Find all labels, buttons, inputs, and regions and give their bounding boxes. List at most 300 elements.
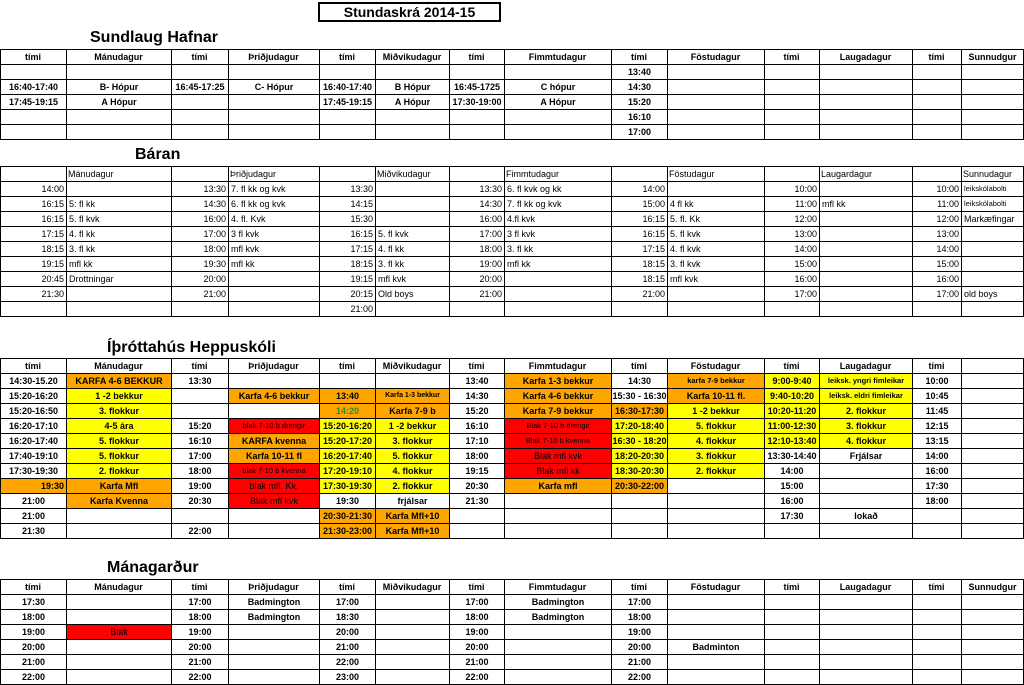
- schedule-cell[interactable]: blak mfl. Kk.: [229, 479, 319, 493]
- schedule-cell[interactable]: 16:45-17:25: [175, 82, 225, 92]
- schedule-cell[interactable]: Blak: [67, 625, 171, 639]
- schedule-cell[interactable]: [820, 464, 912, 478]
- schedule-cell[interactable]: 14:30: [479, 199, 502, 209]
- schedule-cell[interactable]: 17:00: [627, 597, 652, 607]
- column-header[interactable]: [961, 359, 1024, 374]
- column-header[interactable]: tími: [338, 361, 355, 371]
- schedule-cell[interactable]: 21:00: [350, 304, 373, 314]
- schedule-cell[interactable]: mfl kvk: [670, 274, 698, 284]
- schedule-cell[interactable]: 22:00: [335, 657, 360, 667]
- schedule-cell[interactable]: [820, 302, 912, 316]
- schedule-cell[interactable]: [962, 419, 1024, 433]
- schedule-cell[interactable]: 3. flokkur: [668, 449, 764, 463]
- schedule-cell[interactable]: 4. fl kvk: [670, 244, 701, 254]
- schedule-cell[interactable]: 19:30: [1, 479, 66, 493]
- schedule-cell[interactable]: 18:30: [335, 612, 360, 622]
- schedule-cell[interactable]: [229, 509, 319, 523]
- schedule-cell[interactable]: [962, 625, 1024, 639]
- schedule-cell[interactable]: 1 -2 bekkur: [668, 404, 764, 418]
- schedule-cell[interactable]: [962, 125, 1024, 139]
- schedule-cell[interactable]: 13:30: [479, 184, 502, 194]
- schedule-cell[interactable]: 17:30-19:30: [320, 479, 375, 493]
- schedule-cell[interactable]: [172, 404, 228, 418]
- column-header[interactable]: Miðvikudagur: [382, 582, 442, 592]
- schedule-cell[interactable]: 17:00: [479, 229, 502, 239]
- schedule-cell[interactable]: [320, 110, 375, 124]
- schedule-cell[interactable]: [67, 125, 171, 139]
- schedule-cell[interactable]: 20:30: [465, 481, 489, 491]
- column-header[interactable]: [171, 167, 228, 182]
- schedule-cell[interactable]: [668, 625, 764, 639]
- column-header[interactable]: tími: [630, 52, 647, 62]
- schedule-cell[interactable]: 12:00: [936, 214, 959, 224]
- schedule-cell[interactable]: [505, 655, 611, 669]
- schedule-cell[interactable]: [320, 125, 375, 139]
- schedule-cell[interactable]: 17:30: [925, 481, 949, 491]
- schedule-cell[interactable]: 21:00: [21, 511, 46, 521]
- schedule-cell[interactable]: Karfa Mfl+10: [376, 524, 449, 538]
- schedule-cell[interactable]: leiksk. eldri fimleikar: [820, 389, 912, 403]
- schedule-cell[interactable]: [172, 65, 228, 79]
- schedule-cell[interactable]: karfa 7-9 bekkur: [668, 374, 764, 388]
- schedule-cell[interactable]: 17:00: [465, 597, 489, 607]
- column-header[interactable]: Mánudagur: [94, 52, 143, 62]
- schedule-cell[interactable]: 1 -2 bekkur: [376, 419, 449, 433]
- column-header[interactable]: tími: [783, 52, 800, 62]
- schedule-cell[interactable]: [820, 272, 912, 286]
- schedule-cell[interactable]: 14:00: [925, 451, 949, 461]
- schedule-cell[interactable]: [172, 389, 228, 403]
- schedule-cell[interactable]: 10:00: [936, 184, 959, 194]
- schedule-cell[interactable]: [229, 95, 319, 109]
- schedule-cell[interactable]: [450, 302, 504, 316]
- schedule-cell[interactable]: [376, 125, 449, 139]
- schedule-cell[interactable]: [67, 655, 171, 669]
- schedule-cell[interactable]: blak 7-10 b drengir: [229, 419, 319, 433]
- schedule-cell[interactable]: [820, 479, 912, 493]
- schedule-cell[interactable]: leikskólabolti: [964, 199, 1007, 208]
- schedule-cell[interactable]: 17:10: [465, 436, 489, 446]
- schedule-cell[interactable]: 2. flokkur: [376, 479, 449, 493]
- schedule-cell[interactable]: 14:00: [794, 244, 817, 254]
- column-header[interactable]: Fimmtudagur: [528, 361, 587, 371]
- column-header[interactable]: Miðvikudagur: [377, 169, 431, 179]
- schedule-cell[interactable]: 4-5 ára: [67, 419, 171, 433]
- schedule-cell[interactable]: 4. flokkur: [668, 434, 764, 448]
- schedule-cell[interactable]: 10:45: [925, 391, 949, 401]
- schedule-cell[interactable]: 16:00: [794, 274, 817, 284]
- schedule-cell[interactable]: mfl kvk: [378, 274, 406, 284]
- schedule-cell[interactable]: [376, 65, 449, 79]
- schedule-cell[interactable]: 17:15: [642, 244, 665, 254]
- schedule-cell[interactable]: [376, 182, 449, 196]
- schedule-cell[interactable]: [67, 509, 171, 523]
- schedule-cell[interactable]: 2. flokkur: [820, 404, 912, 418]
- schedule-cell[interactable]: 22:00: [188, 526, 212, 536]
- schedule-cell[interactable]: 16:45-1725: [453, 82, 501, 92]
- schedule-cell[interactable]: 16:30 - 18:20: [612, 436, 667, 446]
- schedule-cell[interactable]: [820, 610, 912, 624]
- schedule-cell[interactable]: [67, 287, 171, 301]
- schedule-cell[interactable]: 17:30-19:30: [8, 466, 59, 476]
- schedule-cell[interactable]: 14:00: [41, 184, 64, 194]
- schedule-cell[interactable]: mfl kk: [822, 199, 846, 209]
- schedule-cell[interactable]: [320, 65, 375, 79]
- schedule-cell[interactable]: 13:30: [350, 184, 373, 194]
- schedule-cell[interactable]: [668, 287, 764, 301]
- schedule-cell[interactable]: 16:15: [642, 229, 665, 239]
- schedule-cell[interactable]: [67, 182, 171, 196]
- schedule-cell[interactable]: Frjálsar: [849, 451, 883, 461]
- column-header[interactable]: tími: [928, 52, 945, 62]
- schedule-cell[interactable]: 19:00: [188, 481, 212, 491]
- schedule-cell[interactable]: 4. fl kk: [378, 244, 405, 254]
- schedule-cell[interactable]: 20:45: [41, 274, 64, 284]
- schedule-cell[interactable]: 4.fl kvk: [507, 214, 536, 224]
- column-header[interactable]: tími: [630, 361, 647, 371]
- schedule-cell[interactable]: [668, 479, 764, 493]
- schedule-cell[interactable]: 18:00: [465, 612, 489, 622]
- schedule-cell[interactable]: Karfa Kvenna: [67, 494, 171, 508]
- column-header[interactable]: tími: [630, 582, 647, 592]
- schedule-cell[interactable]: 18:15: [350, 259, 373, 269]
- schedule-cell[interactable]: 13:00: [794, 229, 817, 239]
- schedule-cell[interactable]: B- Hópur: [99, 82, 139, 92]
- schedule-cell[interactable]: 20:30-22:00: [612, 479, 667, 493]
- schedule-cell[interactable]: [450, 110, 504, 124]
- schedule-cell[interactable]: 21:00: [203, 289, 226, 299]
- schedule-cell[interactable]: [820, 125, 912, 139]
- schedule-cell[interactable]: Badmington: [531, 612, 585, 622]
- schedule-cell[interactable]: 14:30-15.20: [9, 376, 58, 386]
- column-header[interactable]: [449, 167, 504, 182]
- schedule-cell[interactable]: 19:15: [465, 466, 489, 476]
- schedule-cell[interactable]: [505, 272, 611, 286]
- schedule-cell[interactable]: A Hópur: [394, 97, 431, 107]
- schedule-cell[interactable]: 20:00: [479, 274, 502, 284]
- schedule-cell[interactable]: [67, 670, 171, 684]
- schedule-cell[interactable]: 12:10-13:40: [765, 434, 819, 448]
- schedule-cell[interactable]: 19:15: [41, 259, 64, 269]
- schedule-cell[interactable]: 18:30-20:30: [612, 464, 667, 478]
- column-header[interactable]: tími: [24, 582, 41, 592]
- column-header[interactable]: tími: [191, 361, 208, 371]
- schedule-cell[interactable]: [229, 625, 319, 639]
- schedule-cell[interactable]: [913, 655, 961, 669]
- schedule-cell[interactable]: [820, 655, 912, 669]
- schedule-cell[interactable]: [376, 302, 449, 316]
- schedule-cell[interactable]: [229, 65, 319, 79]
- schedule-cell[interactable]: [668, 524, 764, 538]
- schedule-cell[interactable]: Blak mfl kk: [505, 464, 611, 478]
- schedule-cell[interactable]: Blak mfl kvk: [505, 449, 611, 463]
- schedule-cell[interactable]: [962, 509, 1024, 523]
- schedule-cell[interactable]: [668, 80, 764, 94]
- schedule-cell[interactable]: 22:00: [627, 672, 652, 682]
- schedule-cell[interactable]: [913, 65, 961, 79]
- schedule-cell[interactable]: 21:00: [479, 289, 502, 299]
- schedule-cell[interactable]: [505, 125, 611, 139]
- schedule-cell[interactable]: 3. fl kk: [69, 244, 96, 254]
- schedule-cell[interactable]: [820, 212, 912, 226]
- schedule-cell[interactable]: [229, 655, 319, 669]
- schedule-cell[interactable]: 20:00: [203, 274, 226, 284]
- schedule-cell[interactable]: [505, 110, 611, 124]
- schedule-cell[interactable]: [67, 65, 171, 79]
- schedule-cell[interactable]: 16:20-17:40: [320, 449, 375, 463]
- schedule-cell[interactable]: 13:40: [465, 376, 489, 386]
- schedule-cell[interactable]: 16:00: [925, 466, 949, 476]
- schedule-cell[interactable]: [376, 110, 449, 124]
- schedule-cell[interactable]: 22:00: [465, 672, 489, 682]
- column-header[interactable]: Þriðjudagur: [248, 582, 299, 592]
- schedule-cell[interactable]: [67, 302, 171, 316]
- schedule-cell[interactable]: [1, 65, 66, 79]
- schedule-cell[interactable]: 18:15: [642, 259, 665, 269]
- schedule-cell[interactable]: [668, 670, 764, 684]
- schedule-cell[interactable]: Karfa 1-3 bekkur: [505, 374, 611, 388]
- column-header[interactable]: Föstudagur: [690, 361, 741, 371]
- column-header[interactable]: [319, 167, 375, 182]
- schedule-cell[interactable]: 7. fl kk og kvk: [507, 199, 562, 209]
- schedule-cell[interactable]: 4 fl kk: [670, 199, 694, 209]
- column-header[interactable]: Föstudagur: [690, 52, 741, 62]
- schedule-cell[interactable]: [505, 65, 611, 79]
- column-header[interactable]: tími: [928, 361, 945, 371]
- schedule-cell[interactable]: B Hópur: [394, 82, 431, 92]
- schedule-cell[interactable]: 14:00: [936, 244, 959, 254]
- schedule-cell[interactable]: 9:40-10:20: [765, 389, 819, 403]
- schedule-cell[interactable]: 22:00: [21, 672, 46, 682]
- schedule-cell[interactable]: [376, 640, 449, 654]
- column-header[interactable]: Laugadagur: [839, 582, 892, 592]
- schedule-cell[interactable]: 18:15: [642, 274, 665, 284]
- schedule-cell[interactable]: [962, 479, 1024, 493]
- schedule-cell[interactable]: 21:00: [188, 657, 212, 667]
- schedule-cell[interactable]: [913, 302, 961, 316]
- schedule-cell[interactable]: 17:00: [335, 597, 360, 607]
- schedule-cell[interactable]: 11:00: [795, 199, 817, 209]
- schedule-cell[interactable]: KARFA kvenna: [229, 434, 319, 448]
- schedule-cell[interactable]: Karfa 7-9 b: [376, 404, 449, 418]
- schedule-cell[interactable]: 18:00: [21, 612, 46, 622]
- schedule-cell[interactable]: 14:30: [203, 199, 226, 209]
- column-header[interactable]: tími: [24, 52, 41, 62]
- schedule-cell[interactable]: Blak 7-10 b kvenna: [505, 434, 611, 448]
- schedule-cell[interactable]: Drottningar: [69, 274, 114, 284]
- schedule-cell[interactable]: 21:00: [642, 289, 665, 299]
- schedule-cell[interactable]: Karfa 7-9 bekkur: [505, 404, 611, 418]
- schedule-cell[interactable]: 3. flokkur: [376, 434, 449, 448]
- schedule-cell[interactable]: [962, 257, 1024, 271]
- schedule-cell[interactable]: 5. fl kvk: [69, 214, 100, 224]
- column-header[interactable]: tími: [338, 52, 355, 62]
- schedule-cell[interactable]: A Hópur: [540, 97, 576, 107]
- column-header[interactable]: [764, 167, 819, 182]
- schedule-cell[interactable]: [505, 287, 611, 301]
- schedule-cell[interactable]: [765, 524, 819, 538]
- column-header[interactable]: tími: [191, 582, 208, 592]
- schedule-cell[interactable]: [820, 640, 912, 654]
- schedule-cell[interactable]: 12:00: [794, 214, 817, 224]
- schedule-cell[interactable]: 16:10: [627, 112, 652, 122]
- column-header[interactable]: tími: [783, 582, 800, 592]
- schedule-cell[interactable]: 13:40: [320, 389, 375, 403]
- schedule-cell[interactable]: 18:00: [188, 612, 212, 622]
- column-header[interactable]: [0, 167, 66, 182]
- schedule-cell[interactable]: [962, 449, 1024, 463]
- schedule-cell[interactable]: [376, 197, 449, 211]
- schedule-cell[interactable]: [450, 509, 504, 523]
- schedule-cell[interactable]: Karfa Mfl: [67, 479, 171, 493]
- schedule-cell[interactable]: [820, 227, 912, 241]
- schedule-cell[interactable]: 18:00: [465, 451, 489, 461]
- schedule-cell[interactable]: 13:40: [627, 67, 652, 77]
- column-header[interactable]: Mánudagur: [68, 169, 114, 179]
- schedule-cell[interactable]: 21:30: [465, 496, 489, 506]
- schedule-cell[interactable]: [668, 610, 764, 624]
- schedule-cell[interactable]: 20:30-21:30: [320, 509, 375, 523]
- schedule-cell[interactable]: 20:00: [188, 642, 212, 652]
- column-header[interactable]: tími: [928, 582, 945, 592]
- schedule-cell[interactable]: 17:30-19:00: [452, 97, 502, 107]
- schedule-cell[interactable]: [505, 670, 611, 684]
- schedule-cell[interactable]: [913, 595, 961, 609]
- schedule-cell[interactable]: mfl kvk: [231, 244, 259, 254]
- schedule-cell[interactable]: [962, 302, 1024, 316]
- schedule-cell[interactable]: 17:20-19:10: [320, 464, 375, 478]
- schedule-cell[interactable]: C hópur: [540, 82, 576, 92]
- schedule-cell[interactable]: 17:00: [794, 289, 817, 299]
- schedule-cell[interactable]: [765, 110, 819, 124]
- schedule-cell[interactable]: 14:30: [465, 391, 489, 401]
- schedule-cell[interactable]: [962, 389, 1024, 403]
- schedule-cell[interactable]: 16:20-17:10: [8, 421, 59, 431]
- column-header[interactable]: Laugadagur: [839, 361, 892, 371]
- schedule-cell[interactable]: 3. fl kvk: [670, 259, 701, 269]
- schedule-cell[interactable]: [1, 110, 66, 124]
- schedule-cell[interactable]: 15:20-16:20: [8, 391, 59, 401]
- schedule-cell[interactable]: [820, 95, 912, 109]
- column-header[interactable]: Þriðjudagur: [248, 361, 299, 371]
- schedule-cell[interactable]: 16:15: [642, 214, 665, 224]
- schedule-cell[interactable]: 2. flokkur: [668, 464, 764, 478]
- column-header[interactable]: Sunnudgur: [968, 582, 1017, 592]
- schedule-cell[interactable]: 11:45: [925, 406, 949, 416]
- schedule-cell[interactable]: [820, 625, 912, 639]
- schedule-cell[interactable]: [612, 524, 667, 538]
- schedule-cell[interactable]: 11:00: [937, 199, 959, 209]
- schedule-cell[interactable]: [820, 110, 912, 124]
- schedule-cell[interactable]: [229, 670, 319, 684]
- schedule-cell[interactable]: 15:20: [627, 97, 652, 107]
- schedule-cell[interactable]: [820, 65, 912, 79]
- schedule-cell[interactable]: [820, 524, 912, 538]
- schedule-cell[interactable]: 16:15: [350, 229, 373, 239]
- schedule-cell[interactable]: 3 fl kvk: [507, 229, 536, 239]
- schedule-cell[interactable]: Karfa 4-6 bekkur: [505, 389, 611, 403]
- schedule-cell[interactable]: 16:15: [41, 199, 64, 209]
- schedule-cell[interactable]: 3. flokkur: [67, 404, 171, 418]
- schedule-cell[interactable]: [67, 640, 171, 654]
- schedule-cell[interactable]: 15:20-16:20: [320, 419, 375, 433]
- schedule-cell[interactable]: 16:00: [479, 214, 502, 224]
- schedule-cell[interactable]: [962, 227, 1024, 241]
- schedule-cell[interactable]: 4. fl kk: [69, 229, 96, 239]
- schedule-cell[interactable]: 5. flokkur: [67, 434, 171, 448]
- schedule-cell[interactable]: 15:30: [350, 214, 373, 224]
- schedule-cell[interactable]: [962, 272, 1024, 286]
- schedule-cell[interactable]: [962, 242, 1024, 256]
- schedule-cell[interactable]: [765, 125, 819, 139]
- schedule-cell[interactable]: 19:00: [21, 627, 46, 637]
- schedule-cell[interactable]: C- Hópur: [254, 82, 294, 92]
- schedule-cell[interactable]: [962, 655, 1024, 669]
- schedule-cell[interactable]: 13:30-14:40: [767, 451, 817, 461]
- schedule-cell[interactable]: 21:00: [21, 657, 46, 667]
- schedule-cell[interactable]: [668, 65, 764, 79]
- schedule-cell[interactable]: [376, 610, 449, 624]
- schedule-cell[interactable]: 19:00: [465, 627, 489, 637]
- schedule-cell[interactable]: 4. flokkur: [820, 434, 912, 448]
- schedule-cell[interactable]: [962, 670, 1024, 684]
- schedule-cell[interactable]: Badmington: [531, 597, 585, 607]
- schedule-cell[interactable]: 17:15: [350, 244, 373, 254]
- schedule-cell[interactable]: Badmington: [247, 597, 301, 607]
- schedule-cell[interactable]: leikskólabolti: [964, 184, 1007, 193]
- schedule-cell[interactable]: [668, 95, 764, 109]
- schedule-cell[interactable]: 17:45-19:15: [8, 97, 59, 107]
- schedule-cell[interactable]: 16:00: [936, 274, 959, 284]
- schedule-cell[interactable]: lokað: [854, 511, 878, 521]
- schedule-cell[interactable]: 15:20-17:20: [320, 434, 375, 448]
- schedule-cell[interactable]: mfl kk: [69, 259, 93, 269]
- schedule-cell[interactable]: 16:40-17:40: [8, 82, 59, 92]
- schedule-cell[interactable]: 16:10: [188, 436, 212, 446]
- schedule-cell[interactable]: 14:00: [780, 466, 804, 476]
- schedule-cell[interactable]: [913, 80, 961, 94]
- schedule-cell[interactable]: 14:20: [320, 404, 375, 418]
- schedule-cell[interactable]: 10:20-11:20: [765, 404, 819, 418]
- schedule-cell[interactable]: [1, 125, 66, 139]
- schedule-cell[interactable]: 15:20: [465, 406, 489, 416]
- schedule-cell[interactable]: 13:00: [936, 229, 959, 239]
- schedule-cell[interactable]: [962, 610, 1024, 624]
- schedule-cell[interactable]: [229, 374, 319, 388]
- schedule-cell[interactable]: A Hópur: [101, 97, 137, 107]
- schedule-cell[interactable]: 16:20-17:40: [8, 436, 59, 446]
- schedule-cell[interactable]: [820, 257, 912, 271]
- schedule-cell[interactable]: [962, 404, 1024, 418]
- schedule-cell[interactable]: 17:30: [21, 597, 46, 607]
- schedule-cell[interactable]: 3. fl kk: [507, 244, 534, 254]
- schedule-title[interactable]: Stundaskrá 2014-15: [318, 2, 501, 22]
- schedule-cell[interactable]: 9:00-9:40: [765, 374, 819, 388]
- schedule-cell[interactable]: 10:00: [925, 376, 949, 386]
- schedule-cell[interactable]: 22:00: [188, 672, 212, 682]
- schedule-cell[interactable]: [765, 302, 819, 316]
- schedule-cell[interactable]: 19:30: [335, 496, 360, 506]
- schedule-cell[interactable]: 5. flokkur: [668, 419, 764, 433]
- schedule-cell[interactable]: [913, 640, 961, 654]
- schedule-cell[interactable]: [962, 524, 1024, 538]
- column-header[interactable]: tími: [468, 361, 485, 371]
- schedule-cell[interactable]: [505, 494, 611, 508]
- schedule-cell[interactable]: 20:00: [465, 642, 489, 652]
- schedule-cell[interactable]: [820, 80, 912, 94]
- schedule-cell[interactable]: [376, 374, 449, 388]
- schedule-cell[interactable]: [765, 65, 819, 79]
